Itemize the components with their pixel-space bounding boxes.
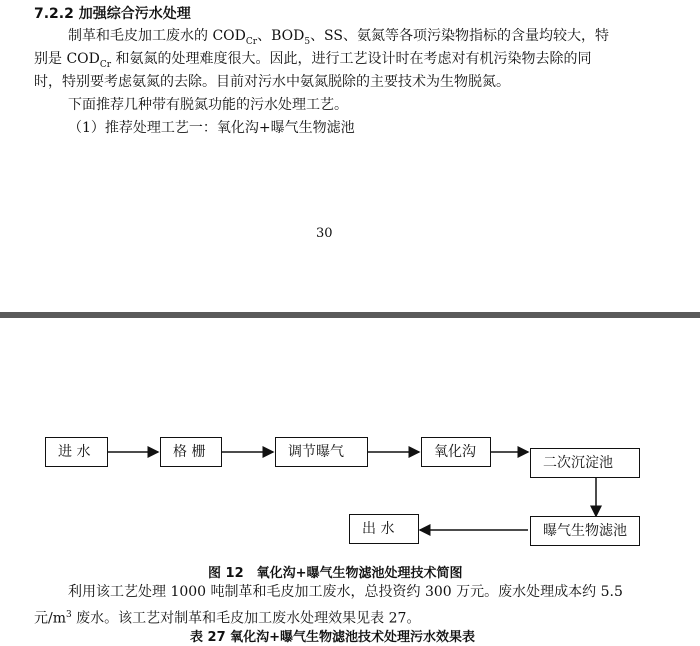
process-title: （1）推荐处理工艺一：氧化沟+曝气生物滤池	[68, 120, 355, 136]
box-inflow: 进 水	[45, 437, 108, 467]
box-oxidation-ditch: 氧化沟	[421, 437, 491, 467]
page-number: 30	[316, 226, 333, 241]
paragraph-line-2: 别是 $COD_{Cr}$ 和氨氮的处理难度很大。因此，进行工艺设计时在考虑对有机污染物去除的同	[34, 51, 592, 70]
body-line-1: 利用该工艺处理 1000 吨制革和毛皮加工废水，总投资约 300 万元。废水处理成本约 5.5	[68, 584, 623, 600]
box-baf: 曝气生物滤池	[530, 516, 640, 546]
figure-caption: 图 12 氧化沟+曝气生物滤池处理技术简图	[208, 566, 463, 581]
paragraph-line-1: 制革和毛皮加工废水的 $COD_{Cr}$、$BOD_5$、SS、氨氮等各项污染物指标的含量均较大，特	[68, 28, 609, 47]
box-equalization: 调节曝气	[275, 437, 368, 467]
box-outflow: 出 水	[349, 514, 419, 544]
paragraph-intro: 下面推荐几种带有脱氮功能的污水处理工艺。	[68, 97, 348, 113]
table-caption: 表 27 氧化沟+曝气生物滤池技术处理污水效果表	[190, 630, 476, 645]
page-divider	[0, 312, 700, 318]
section-heading: 7.2.2 加强综合污水处理	[34, 6, 191, 22]
box-grille: 格 栅	[160, 437, 222, 467]
box-secondary-clarifier: 二次沉淀池	[530, 448, 640, 478]
paragraph-line-3: 时，特别要考虑氨氮的去除。目前对污水中氨氮脱除的主要技术为生物脱氮。	[34, 74, 510, 90]
body-line-2: 元$/m^3$ 废水。该工艺对制革和毛皮加工废水处理效果见表 27。	[34, 610, 421, 627]
